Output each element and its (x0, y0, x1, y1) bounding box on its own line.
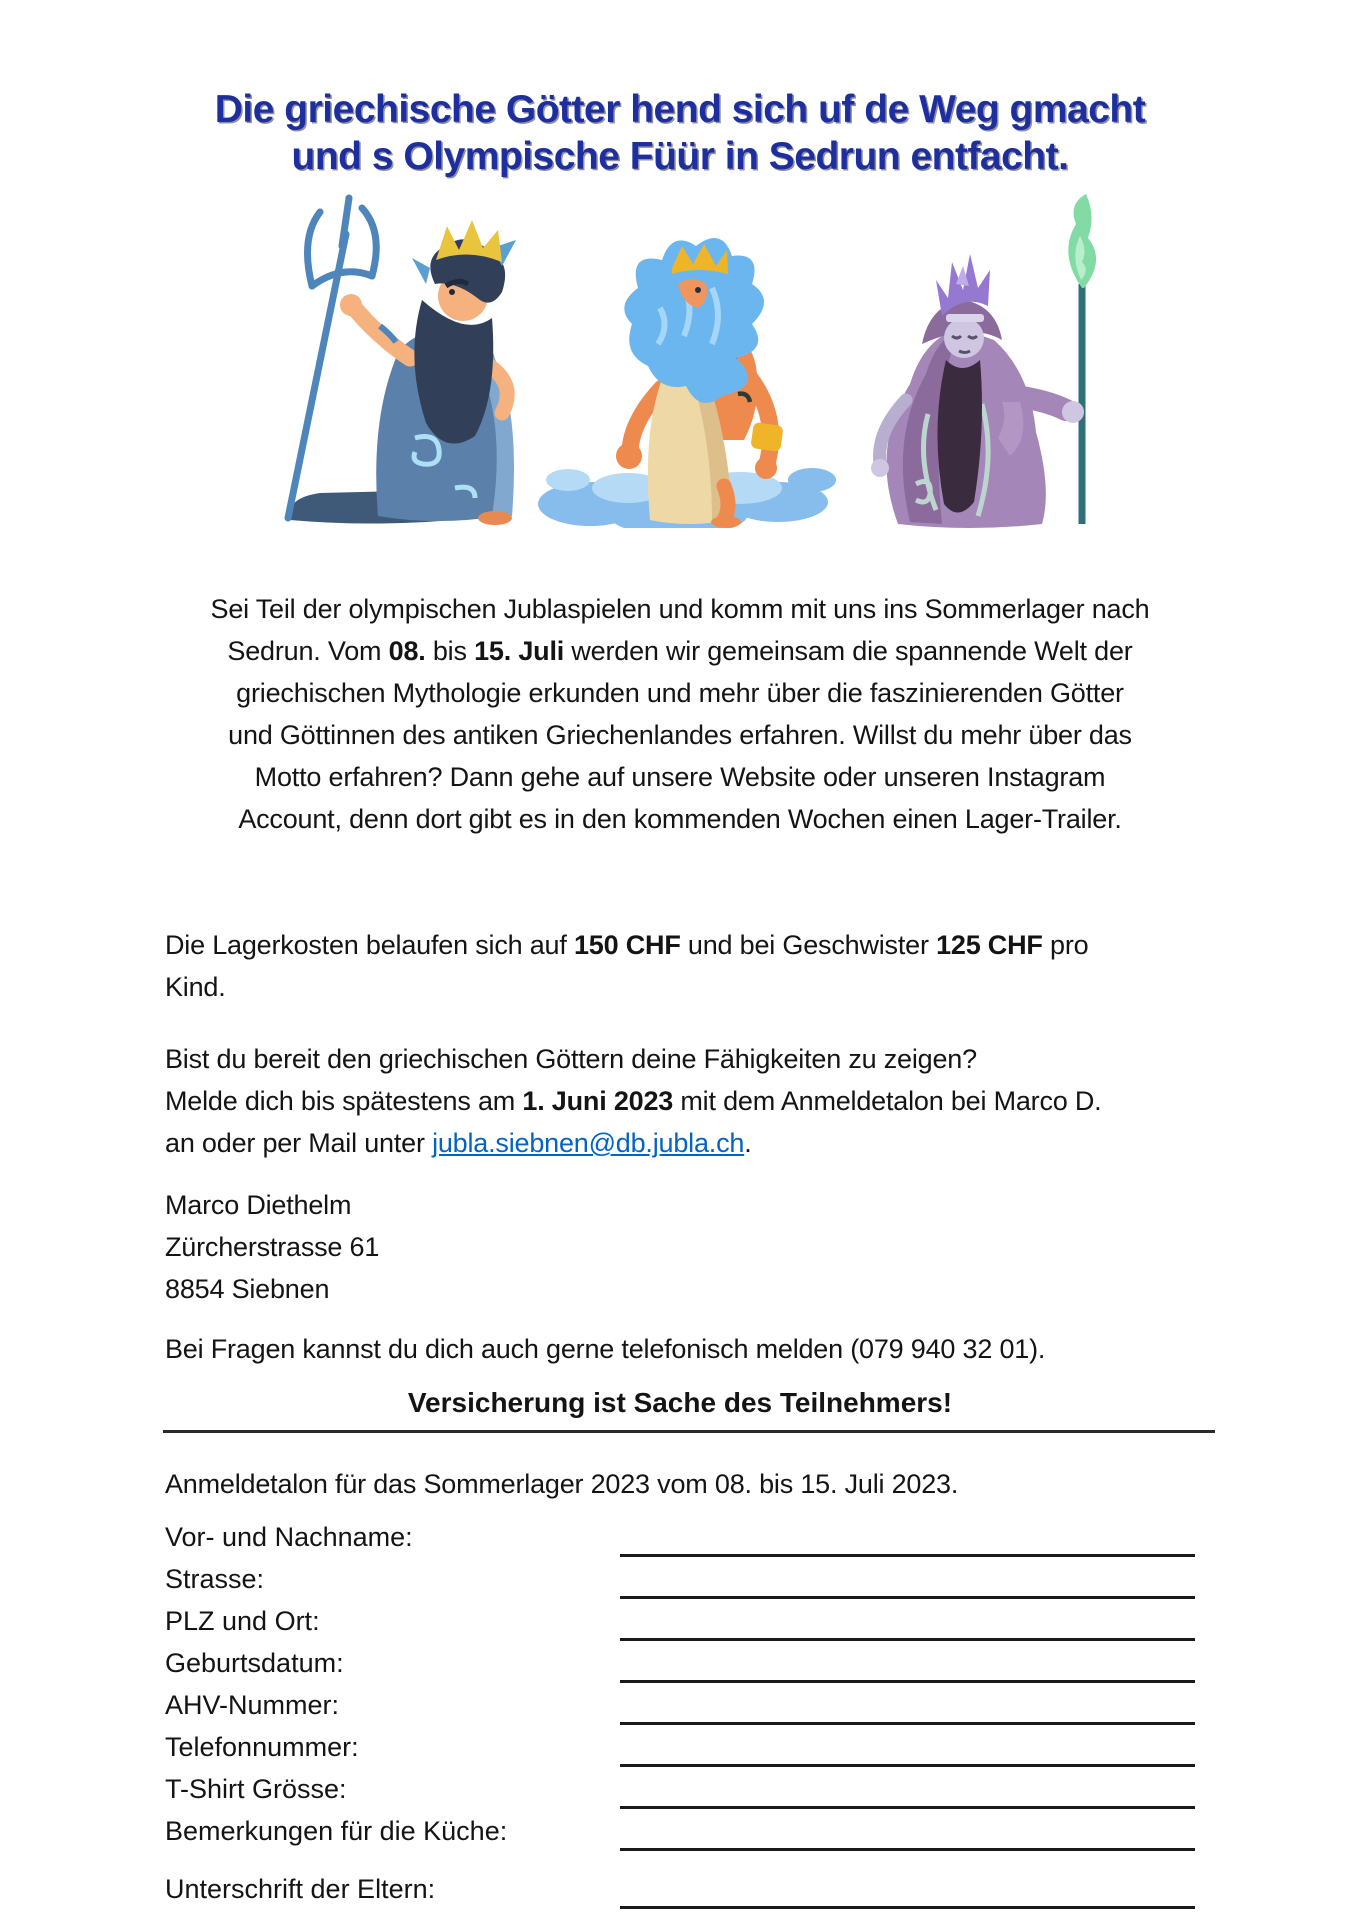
field-label: Strasse: (165, 1564, 265, 1594)
gods-illustration (165, 188, 1195, 528)
contact-block (165, 1184, 1195, 1310)
form-row-tshirt (165, 1767, 1195, 1809)
fill-line-name[interactable] (620, 1518, 1195, 1557)
form-row-plz-ort (165, 1599, 1195, 1641)
form-row-phone (165, 1725, 1195, 1767)
intro-line: und Göttinnen des antiken Griechenlandes erfahren. Willst du mehr über das (228, 720, 1132, 750)
form-row-name (165, 1515, 1195, 1557)
contact-city: 8854 Siebnen (165, 1274, 330, 1304)
form-row-birthdate (165, 1641, 1195, 1683)
fill-line-tshirt[interactable] (620, 1770, 1195, 1809)
fill-line-plz-ort[interactable] (620, 1602, 1195, 1641)
zeus-figure (538, 238, 836, 528)
intro-line: Motto erfahren? Dann gehe auf unsere Website oder unseren Instagram (254, 762, 1106, 792)
field-label: Unterschrift der Eltern: (165, 1874, 436, 1904)
page-title (165, 86, 1195, 180)
field-label: AHV-Nummer: (165, 1690, 340, 1720)
trident-icon (288, 198, 376, 518)
signup-paragraph (165, 1038, 1195, 1164)
form-row-ahv (165, 1683, 1195, 1725)
phone-note: Bei Fragen kannst du dich auch gerne telefonisch melden (079 940 32 01). (165, 1334, 1046, 1364)
field-label: Vor- und Nachname: (165, 1522, 413, 1552)
page-title-line1: Die griechische Götter hend sich uf de Weg gmacht (214, 88, 1146, 131)
signup-line: Bist du bereit den griechischen Göttern deine Fähigkeiten zu zeigen? (165, 1044, 977, 1074)
fill-line-birthdate[interactable] (620, 1644, 1195, 1683)
insurance-heading: Versicherung ist Sache des Teilnehmers! (407, 1387, 953, 1418)
registration-form (165, 1515, 1195, 1909)
page-title-line2: und s Olympische Füür in Sedrun entfacht. (291, 135, 1069, 178)
fill-line-signature[interactable] (620, 1870, 1195, 1909)
email-link[interactable]: jubla.siebnen@db.jubla.ch (432, 1128, 745, 1158)
field-label: Telefonnummer: (165, 1732, 359, 1762)
poseidon-figure (288, 198, 516, 525)
field-label: PLZ und Ort: (165, 1606, 320, 1636)
field-label: Geburtsdatum: (165, 1648, 344, 1678)
intro-line: Sei Teil der olympischen Jublaspielen und komm mit uns ins Sommerlager nach (210, 594, 1150, 624)
fill-line-street[interactable] (620, 1560, 1195, 1599)
intro-line: Sedrun. Vom 08. bis 15. Juli werden wir gemeinsam die spannende Welt der (227, 636, 1133, 666)
signup-line: an oder per Mail unter jubla.siebnen@db.jubla.ch. (165, 1128, 752, 1158)
field-label: Bemerkungen für die Küche: (165, 1816, 508, 1846)
contact-street: Zürcherstrasse 61 (165, 1232, 380, 1262)
signup-line: Melde dich bis spätestens am 1. Juni 2023 mit dem Anmeldetalon bei Marco D. (165, 1086, 1102, 1116)
form-row-kitchen (165, 1809, 1195, 1851)
fill-line-kitchen[interactable] (620, 1812, 1195, 1851)
field-label: T-Shirt Grösse: (165, 1774, 347, 1804)
fill-line-phone[interactable] (620, 1728, 1195, 1767)
fill-line-ahv[interactable] (620, 1686, 1195, 1725)
form-row-street (165, 1557, 1195, 1599)
hades-figure (871, 194, 1096, 528)
intro-line: Account, denn dort gibt es in den kommenden Wochen einen Lager-Trailer. (238, 804, 1122, 834)
contact-name: Marco Diethelm (165, 1190, 352, 1220)
costs-line: Die Lagerkosten belaufen sich auf 150 CHF und bei Geschwister 125 CHF pro (165, 930, 1089, 960)
costs-paragraph (165, 924, 1195, 1008)
costs-line: Kind. (165, 972, 226, 1002)
intro-line: griechischen Mythologie erkunden und mehr über die faszinierenden Götter (236, 678, 1124, 708)
section-divider (163, 1430, 1215, 1433)
intro-paragraph (165, 588, 1195, 840)
form-row-signature (165, 1867, 1195, 1909)
greek-gods-image (230, 188, 1130, 528)
talon-heading: Anmeldetalon für das Sommerlager 2023 vom 08. bis 15. Juli 2023. (165, 1469, 959, 1499)
